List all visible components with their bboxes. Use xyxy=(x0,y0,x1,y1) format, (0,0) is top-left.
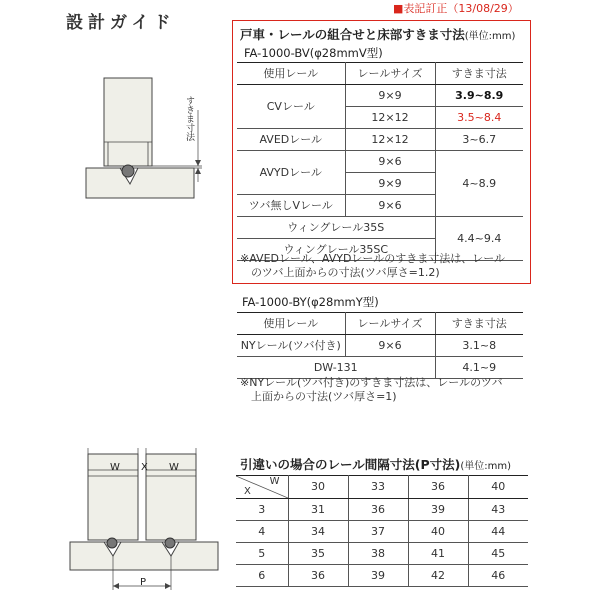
bv-gap-table xyxy=(237,62,523,261)
table-row xyxy=(237,335,523,357)
table-header-row xyxy=(237,313,523,335)
gap-label-x: X xyxy=(141,462,148,473)
col-header-gap: すきま寸法 xyxy=(435,63,523,85)
by-gap-table xyxy=(237,312,523,379)
rail-dw131: DW-131 xyxy=(237,357,435,379)
size-cell: 9×9 xyxy=(345,173,435,195)
bv-heading xyxy=(240,25,515,43)
p-value: 39 xyxy=(348,565,408,587)
table-row xyxy=(236,521,528,543)
p-value: 36 xyxy=(288,565,348,587)
x-value: 3 xyxy=(236,499,288,521)
rail-avyd: AVYDレール xyxy=(237,151,345,195)
col-header-gap: すきま寸法 xyxy=(435,313,523,335)
bv-heading-text: 戸車・レールの組合せと床部すきま寸法 xyxy=(240,27,465,42)
bv-footnote xyxy=(240,252,505,280)
p-value: 34 xyxy=(288,521,348,543)
spacing-table xyxy=(236,475,528,587)
bv-heading-unit: (単位:mm) xyxy=(464,31,516,42)
size-cell: 9×6 xyxy=(345,335,435,357)
spacing-heading-unit: (単位:mm) xyxy=(460,461,511,472)
col-header-size: レールサイズ xyxy=(345,63,435,85)
p-value: 35 xyxy=(288,543,348,565)
table-row xyxy=(237,85,523,107)
p-value: 44 xyxy=(468,521,528,543)
spacing-heading-text: 引違いの場合のレール間隔寸法(P寸法) xyxy=(240,457,461,472)
size-cell: 9×9 xyxy=(345,85,435,107)
gap-diagram xyxy=(80,70,210,220)
size-cell: 12×12 xyxy=(345,129,435,151)
table-row xyxy=(236,565,528,587)
bv-subtitle: FA-1000-BV(φ28mmV型) xyxy=(244,46,383,60)
p-value: 42 xyxy=(408,565,468,587)
rail-tsuba: ツバ無しVレール xyxy=(237,195,345,217)
gap-cell: 4.4~9.4 xyxy=(435,217,523,261)
width-label-right: W xyxy=(169,462,179,473)
gap-cell: 3.1~8 xyxy=(435,335,523,357)
col-header-size: レールサイズ xyxy=(345,313,435,335)
bv-footnote-line1: ※AVEDレール、AVYDレールのすきま寸法は、レール xyxy=(240,252,505,265)
size-cell: 12×12 xyxy=(345,107,435,129)
table-row xyxy=(236,543,528,565)
rail-wing-35s: ウィングレール35S xyxy=(237,217,435,239)
x-value: 5 xyxy=(236,543,288,565)
table-row xyxy=(237,129,523,151)
w-header: 40 xyxy=(468,476,528,499)
rail-aved: AVEDレール xyxy=(237,129,345,151)
col-header-rail: 使用レール xyxy=(237,313,345,335)
correction-note: ■表記訂正（13/08/29） xyxy=(393,2,519,15)
w-header: 33 xyxy=(348,476,408,499)
p-value: 46 xyxy=(468,565,528,587)
size-cell: 9×6 xyxy=(345,195,435,217)
col-header-rail: 使用レール xyxy=(237,63,345,85)
rail-spacing-diagram xyxy=(66,440,236,595)
x-value: 4 xyxy=(236,521,288,543)
gap-cell: 3~6.7 xyxy=(435,129,523,151)
spacing-heading xyxy=(240,455,511,473)
p-value: 41 xyxy=(408,543,468,565)
bv-footnote-line2: のツバ上面からの寸法(ツバ厚さ=1.2) xyxy=(251,266,440,279)
by-footnote-line2: 上面からの寸法(ツバ厚さ=1) xyxy=(251,390,397,403)
p-value: 38 xyxy=(348,543,408,565)
p-value: 40 xyxy=(408,521,468,543)
rail-wing-35sc: ウィングレール35SC xyxy=(237,239,435,261)
pitch-label-p: P xyxy=(140,577,147,588)
w-header: 36 xyxy=(408,476,468,499)
table-row xyxy=(237,217,523,239)
p-value: 37 xyxy=(348,521,408,543)
gap-cell-corrected: 3.5~8.4 xyxy=(435,107,523,129)
p-value: 45 xyxy=(468,543,528,565)
w-header: 30 xyxy=(288,476,348,499)
size-cell: 9×6 xyxy=(345,151,435,173)
rail-cv: CVレール xyxy=(237,85,345,129)
table-header-row xyxy=(236,476,528,499)
p-value: 39 xyxy=(408,499,468,521)
table-row xyxy=(236,499,528,521)
corner-cell xyxy=(236,476,288,499)
by-footnote-line1: ※NYレール(ツバ付き)のすきま寸法は、レールのツバ xyxy=(240,376,503,389)
gap-dimension-label: すきま寸法 xyxy=(184,96,194,141)
by-footnote xyxy=(240,376,503,404)
corner-x-label: X xyxy=(244,486,251,497)
corner-w-label: W xyxy=(269,476,280,487)
p-value: 36 xyxy=(348,499,408,521)
page-title: 設計ガイド xyxy=(66,13,176,33)
table-header-row xyxy=(237,63,523,85)
p-value: 43 xyxy=(468,499,528,521)
table-row xyxy=(237,151,523,173)
p-value: 31 xyxy=(288,499,348,521)
by-subtitle: FA-1000-BY(φ28mmY型) xyxy=(242,295,379,309)
gap-cell: 4.1~9 xyxy=(435,357,523,379)
rail-ny: NYレール(ツバ付き) xyxy=(237,335,345,357)
width-label-left: W xyxy=(110,462,120,473)
gap-cell: 3.9~8.9 xyxy=(435,85,523,107)
x-value: 6 xyxy=(236,565,288,587)
gap-cell: 4~8.9 xyxy=(435,151,523,217)
